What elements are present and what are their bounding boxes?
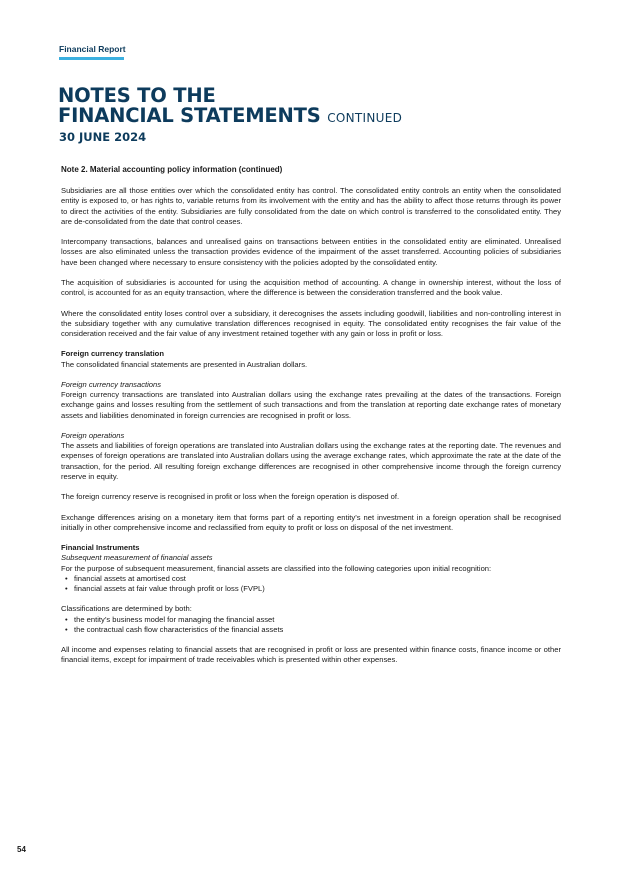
report-date: 30 JUNE 2024 — [59, 130, 147, 144]
paragraph-classifications-determined: Classifications are determined by both: — [61, 604, 192, 614]
note-body — [61, 165, 561, 676]
paragraph-intercompany: Intercompany transactions, balances and unrealised gains on transactions between entities in the consolidated entity are eliminated. Unrealised losses are also eliminated unless the transaction provides evidence of the impairment of the asset transferred. Accounting policies of subsidiaries have been changed where necessary to ensure consistency with the policies adopted by the consolidated entity. — [61, 237, 561, 267]
paragraph-exchange-differences: Exchange differences arising on a monetary item that forms part of a reporting entity’s net investment in a foreign operation shall be recognised initially in other comprehensive income and reclassified from equity to profit or loss on disposal of the net investment. — [61, 512, 561, 532]
list-item: • financial assets at amortised cost — [61, 574, 561, 584]
paragraph-foreign-currency-reserve: The foreign currency reserve is recognised in profit or loss when the foreign operation is disposed of. — [61, 492, 400, 502]
paragraph-foreign-currency-transactions: Foreign currency transactions are translated into Australian dollars using the exchange rates prevailing at the dates of the transactions. Foreign exchange gains and losses resulting from the settlement of such transactions and from the translation at reporting date exchange rates of monetary assets and liabilities denominated in foreign currencies are recognised in profit or loss. — [61, 390, 561, 420]
heading-foreign-currency-transactions: Foreign currency transactions — [61, 379, 162, 389]
page-number: 54 — [17, 845, 26, 854]
title-line-2 — [58, 106, 402, 128]
title-continued: CONTINUED — [327, 111, 403, 125]
title-line-2-main: FINANCIAL STATEMENTS — [58, 104, 321, 127]
heading-foreign-operations: Foreign operations — [61, 430, 125, 440]
list-item: • the entity’s business model for managing the financial asset — [61, 615, 561, 625]
paragraph-presentation-currency: The consolidated financial statements are presented in Australian dollars. — [61, 359, 308, 369]
note-title: Note 2. Material accounting policy information (continued) — [61, 165, 283, 174]
list-item: • financial assets at fair value through profit or loss (FVPL) — [61, 584, 561, 594]
heading-foreign-currency-translation: Foreign currency translation — [61, 349, 164, 359]
paragraph-foreign-operations: The assets and liabilities of foreign operations are translated into Australian dollars using the exchange rates at the reporting date. The revenues and expenses of foreign operations are translated into Australian dollars using the average exchange rates, which approximate the rate at the date of the transaction, for the period. All resulting foreign exchange differences are recognised in other comprehensive income through the foreign currency reserve in equity. — [61, 441, 561, 481]
heading-subsequent-measurement: Subsequent measurement of financial assets — [61, 553, 213, 563]
financial-asset-categories-list — [61, 574, 561, 594]
list-item: • the contractual cash flow characteristics of the financial assets — [61, 625, 561, 635]
classification-criteria-list — [61, 615, 561, 635]
heading-financial-instruments: Financial Instruments — [61, 543, 140, 553]
section-label: Financial Report — [59, 44, 126, 54]
page-title — [58, 86, 402, 128]
title-line-1: NOTES TO THE — [58, 84, 216, 107]
section-underline — [59, 57, 124, 60]
paragraph-loss-of-control: Where the consolidated entity loses control over a subsidiary, it derecognises the assets including goodwill, liabilities and non-controlling interest in the subsidiary together with any cumulative translation differences recognised in equity. The consolidated entity recognises the fair value of the consideration received and the fair value of any investment retained together with any gain or loss in profit or loss. — [61, 308, 561, 338]
paragraph-acquisition: The acquisition of subsidiaries is accounted for using the acquisition method of accounting. A change in ownership interest, without the loss of control, is accounted for as an equity transaction, where the difference is between the consideration transferred and the book value. — [61, 278, 561, 298]
paragraph-subsidiaries: Subsidiaries are all those entities over which the consolidated entity has control. The consolidated entity controls an entity when the consolidated entity is exposed to, or has rights to, variable returns from its involvement with the entity and has the ability to affect those returns through its power to direct the activities of the entity. Subsidiaries are fully consolidated from the date on which control is transferred to the consolidated entity. They are de-consolidated from the date that control ceases. — [61, 186, 561, 226]
paragraph-income-expenses: All income and expenses relating to financial assets that are recognised in profit or loss are presented within finance costs, finance income or other financial items, except for impairment of trade receivables which is presented within other expenses. — [61, 645, 561, 665]
paragraph-classification: For the purpose of subsequent measurement, financial assets are classified into the following categories upon initial recognition: — [61, 563, 492, 573]
